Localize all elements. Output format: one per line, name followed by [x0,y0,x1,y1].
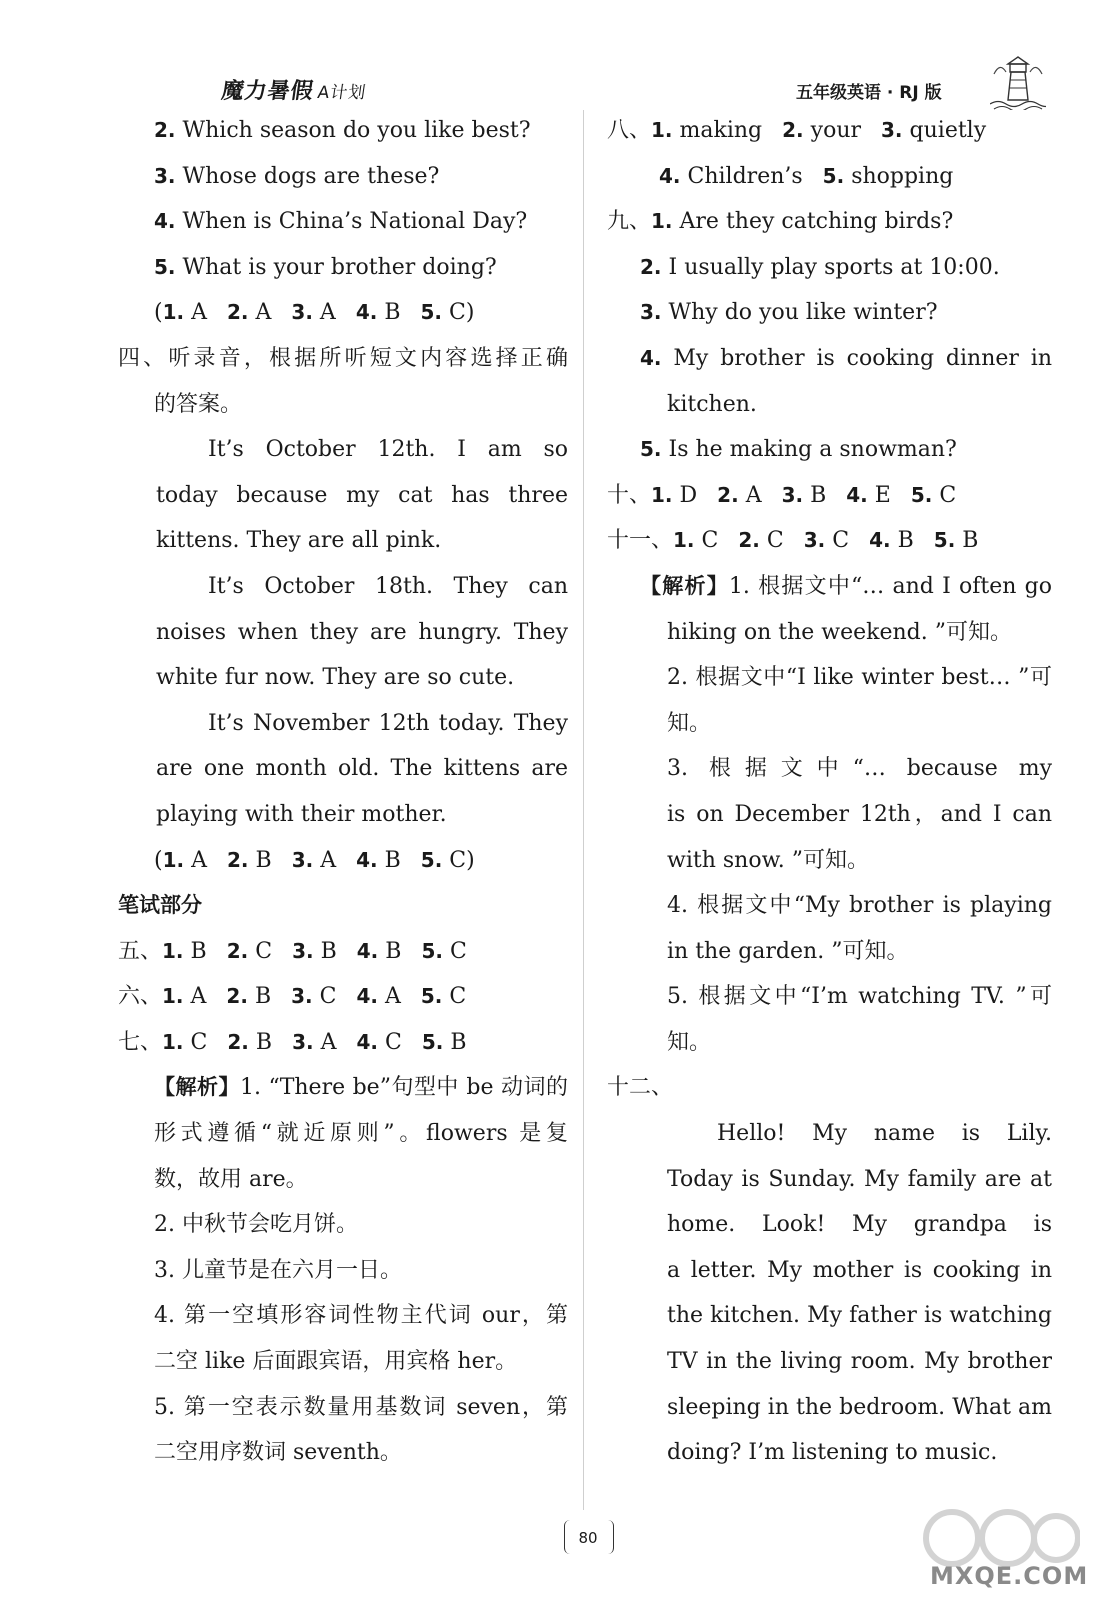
q4-answers: (1. A 2. B 3. A 4. B 5. C) [154,847,475,873]
q7-answers: 七、1. C 2. B 3. A 4. C 5. B [118,1029,467,1055]
q3-item: 5. What is your brother doing? [154,254,497,280]
q11-answers: 十一、1. C 2. C 3. C 4. B 5. B [607,528,979,554]
q7-analysis-line: 3. 儿童节是在六月一日。 [154,1257,402,1283]
essay-line: Today is Sunday. My family are at [667,1166,1052,1192]
passage-line: noises when they are hungry. They [156,619,568,645]
q8-answers-line2: 4. Children’s 5. shopping [659,163,954,189]
q11-analysis-line: 2. 根据文中“I like winter best… ”可 [667,665,1052,691]
passage-line: It’s October 18th. They can [208,573,568,599]
q3-answers: (1. A 2. A 3. A 4. B 5. C) [154,300,475,326]
q11-analysis-line: 3. 根据文中“… because my [667,756,1052,782]
q4-heading: 四、听录音，根据所听短文内容选择正确 [118,345,568,371]
q11-analysis-line: 知。 [667,1029,712,1055]
q9-item: 4. My brother is cooking dinner in [640,345,1052,371]
q7-analysis-line: 4. 第一空填形容词性物主代词 our，第 [154,1303,568,1329]
q11-analysis-line: 5. 根据文中“I’m watching TV. ”可 [667,984,1052,1010]
passage-line: It’s October 12th. I am so [208,437,568,463]
left-column [118,108,568,1476]
passage-line: white fur now. They are so cute. [156,665,515,691]
q12-heading: 十二、 [607,1075,674,1101]
passage-line: kittens. They are all pink. [156,528,442,554]
q11-analysis-line: hiking on the weekend. ”可知。 [667,619,1012,645]
q4-heading-cont: 的答案。 [154,391,243,417]
essay-line: TV in the living room. My brother [667,1349,1052,1375]
q8-answers-line1: 八、1. making 2. your 3. quietly [607,118,987,143]
q9-item: 5. Is he making a snowman? [640,437,957,463]
page-number: 80 [578,1529,598,1547]
q11-analysis-line: 4. 根据文中“My brother is playing [667,893,1052,919]
passage-line: It’s November 12th today. They [208,710,568,736]
q9-item: 3. Why do you like winter? [640,300,938,326]
page-header [0,0,1094,110]
q9-item: 2. I usually play sports at 10:00. [640,254,1000,280]
q7-analysis-line: 二空 like 后面跟宾语，用宾格 her。 [154,1349,518,1375]
q11-analysis-line: 【解析】1. 根据文中“… and I often go [640,573,1052,599]
q11-analysis-line: 知。 [667,710,712,736]
q7-analysis-line: 【解析】1. “There be”句型中 be 动词的 [154,1075,568,1101]
q7-analysis-line: 5. 第一空表示数量用基数词 seven，第 [154,1394,568,1420]
q9-item: 九、1. Are they catching birds? [607,209,954,235]
q10-answers: 十、1. D 2. A 3. B 4. E 5. C [607,482,957,508]
essay-line: sleeping in the bedroom. What am [667,1394,1052,1420]
passage-line: today because my cat has three [156,482,568,508]
q5-answers: 五、1. B 2. C 3. B 4. B 5. C [118,938,467,964]
q11-analysis-line: is on December 12th，and I can [667,801,1052,827]
passage-line: are one month old. The kittens are [156,756,568,782]
q11-analysis-line: in the garden. ”可知。 [667,938,909,964]
book-brand [220,74,369,105]
q7-analysis-line: 形式遵循“就近原则”。flowers 是复 [154,1121,568,1147]
right-column [607,108,1052,1476]
grade-label: 五年级英语 · RJ 版 [796,83,942,103]
q3-item: 3. Whose dogs are these? [154,163,440,189]
q7-analysis-line: 2. 中秋节会吃月饼。 [154,1212,358,1238]
essay-line: Hello! My name is Lily. [717,1121,1052,1147]
q9-item-cont: kitchen. [667,391,757,417]
brand-subtitle: A计划 [316,83,368,103]
passage-line: playing with their mother. [156,801,447,827]
column-divider [583,110,584,1510]
watermark-text: MXQE.COM [930,1562,1089,1590]
essay-line: a letter. My mother is cooking in [667,1257,1052,1283]
written-section-heading: 笔试部分 [118,893,202,918]
q3-item: 2. Which season do you like best? [154,118,531,143]
q7-analysis-line: 二空用序数词 seventh。 [154,1440,402,1466]
essay-line: the kitchen. My father is watching [667,1303,1052,1329]
q7-analysis-line: 数，故用 are。 [154,1166,308,1192]
brand-title: 魔力暑假 [219,79,316,104]
q11-analysis-line: with snow. ”可知。 [667,847,870,873]
essay-line: doing? I’m listening to music. [667,1440,998,1466]
essay-line: home. Look! My grandpa is [667,1212,1052,1238]
q6-answers: 六、1. A 2. B 3. C 4. A 5. C [118,984,467,1010]
lighthouse-icon [990,54,1046,110]
q3-item: 4. When is China’s National Day? [154,209,528,235]
